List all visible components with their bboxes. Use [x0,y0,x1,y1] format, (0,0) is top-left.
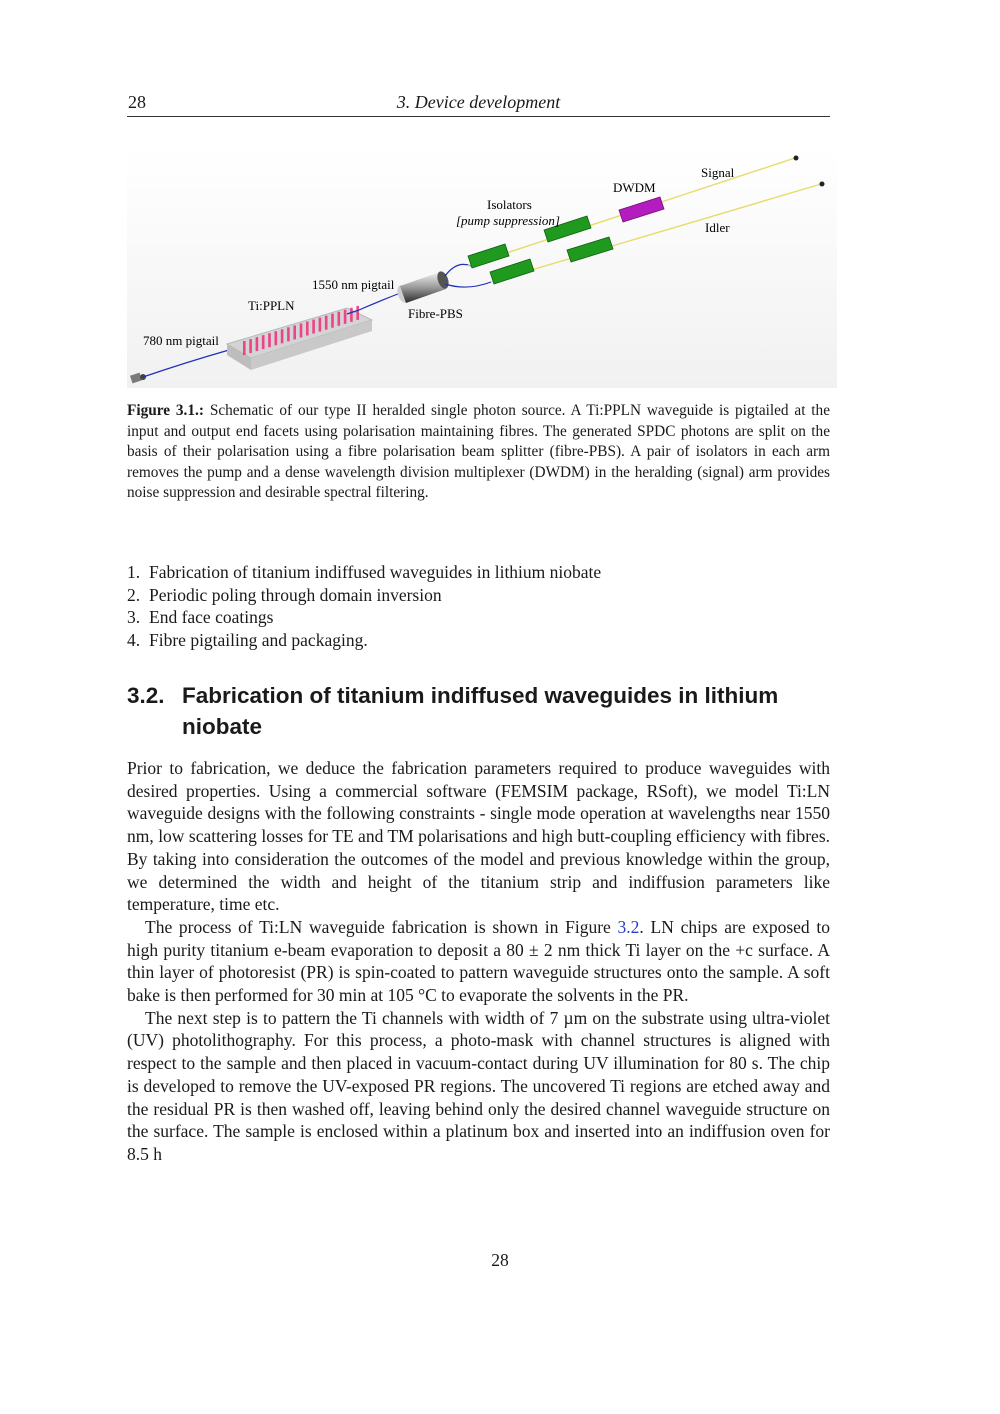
section-number: 3.2. [127,683,165,708]
list-item-number: 4. [127,630,141,651]
poling-stripe [325,316,328,330]
poling-stripe [344,310,347,324]
label-pigtail-780: 780 nm pigtail [143,333,219,348]
poling-stripe [262,335,265,349]
figure-3-1 [127,148,837,388]
poling-stripe [356,306,359,320]
list-item [127,606,830,629]
poling-stripe [350,308,353,322]
poling-stripe [256,337,259,351]
list-item-text: Fabrication of titanium indiffused waveguides in lithium niobate [149,562,602,582]
list-item-text: Periodic poling through domain inversion [149,584,442,605]
list-item-text: Fibre pigtailing and packaging. [149,630,368,651]
paragraph: Prior to fabrication, we deduce the fabrication parameters required to produce waveguides with desired properties. Using a commercial software (FEMSIM package, RSoft), we model Ti:LN waveguide designs with the following constraints - single mode operation at wavelengths near 1550 nm, low scattering losses for TE and TM polarisations and high butt-coupling efficiency with fibres. By taking into consideration the outcomes of the model and previous knowledge within the group, we determined the width and height of the titanium strip and indiffusion parameters like temperature, time etc. [127,758,830,915]
list-item [127,629,830,652]
running-header [127,92,830,117]
poling-stripe [338,312,341,326]
header-chapter-title: 3. Device development [396,92,561,112]
poling-stripe [306,322,309,336]
body-text [127,757,830,1166]
idler-connector [820,182,825,187]
list-item-text: End face coatings [149,607,274,628]
poling-stripe [293,325,296,339]
caption-text: Schematic of our type II heralded single photon source. A Ti:PPLN waveguide is pigtailed at the input and output end facets using polarisation maintaining fibres. The generated SPDC photons are split on the basis of their polarisation using a fibre polarisation beam splitter (fibre-PBS). A pair of isolators in each arm removes the pump and a dense wavelength division multiplexer (DWDM) in the heralding (signal) arm provides noise suppression and desirable spectral filtering. [127,402,830,501]
list-item-number: 2. [127,584,141,605]
poling-stripe [300,323,303,337]
label-signal: Signal [701,165,735,180]
poling-stripe [319,318,322,332]
label-fibre-pbs: Fibre-PBS [408,306,463,321]
paragraph: The next step is to pattern the Ti channels with width of 7 µm on the substrate using ultra-violet (UV) photolithography. For this process, a photo-mask with channel structures is aligned with respect to the sample and then placed in vacuum-contact during UV illumination for 80 s. The chip is developed to remove the UV-exposed PR regions. The uncovered Ti regions are etched away and the residual PR is then washed off, leaving behind only the desired channel waveguide structure on the surface. The sample is enclosed within a platinum box and inserted into an indiffusion oven for 8.5 h [127,1007,830,1164]
poling-stripe [275,331,278,345]
figure-reference-link[interactable]: 3.2 [617,916,640,937]
signal-connector [794,156,799,161]
poling-stripe [281,329,284,343]
poling-stripe [268,333,271,347]
poling-stripe [312,320,315,334]
section-title: Fabrication of titanium indiffused waveguides in lithium niobate [182,683,779,739]
label-dwdm: DWDM [613,180,656,195]
poling-stripe [287,327,290,341]
label-isolators: Isolators [487,197,532,212]
footer-page-number: 28 [491,1250,509,1270]
fabrication-steps-list [127,561,830,652]
label-idler: Idler [705,220,730,235]
setup-schematic [127,148,837,388]
list-item [127,584,830,607]
list-item [127,561,830,584]
poling-stripe [243,341,246,355]
poling-stripe [331,314,334,328]
list-item-number: 3. [127,607,141,628]
figure-caption [127,401,830,504]
poling-stripe [249,339,252,353]
paragraph-text: . LN chips are exposed to high purity titanium e-beam evaporation to deposit a 80 ± 2 nm thick Ti layer on the +c surface. A thin layer of photoresist (PR) is spin-coated to pattern waveguide structures onto the sample. A soft bake is then performed for 30 min at 105 °C to evaporate the solvents in the PR. [127,916,830,1006]
section-heading [127,680,830,742]
label-pump-suppression: [pump suppression] [456,213,560,228]
paragraph [127,916,830,1007]
caption-label: Figure 3.1.: [127,402,204,419]
paragraph-text: The process of Ti:LN waveguide fabrication is shown in Figure [145,916,618,937]
list-item-number: 1. [127,562,141,582]
label-pigtail-1550: 1550 nm pigtail [312,277,395,292]
label-ti-ppln: Ti:PPLN [248,298,295,313]
header-page-number: 28 [128,92,146,112]
